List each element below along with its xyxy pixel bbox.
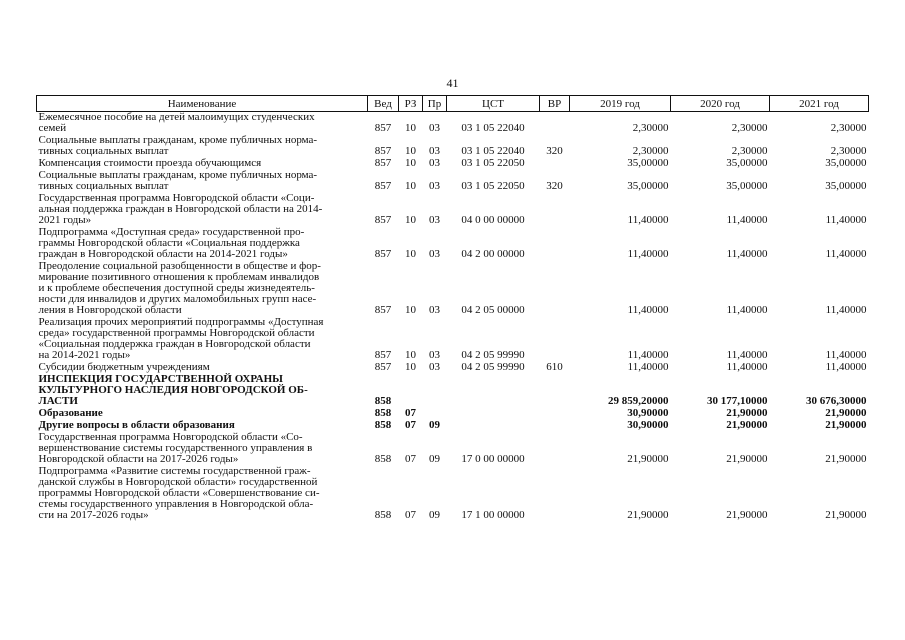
ved-cell: 857 (374, 180, 392, 192)
vr-cell (540, 374, 570, 408)
ved-cell: 858 (374, 395, 392, 407)
ved-cell: 857 (374, 214, 392, 226)
row-name-line: «Социальная поддержка граждан в Новгородской области (38, 338, 311, 350)
header-2019: 2019 год (570, 96, 671, 112)
ved-cell: 858 (374, 407, 392, 419)
cst-cell: 04 2 00 00000 (461, 248, 525, 260)
amount-2021-cell: 11,40000 (825, 304, 867, 316)
table-row (37, 317, 869, 362)
cst-cell: 17 0 00 00000 (461, 453, 525, 465)
rz-cell: 10 (405, 361, 416, 373)
amount-2020-cell: 2,30000 (731, 145, 768, 157)
vr-cell (540, 158, 570, 170)
ved-cell: 857 (374, 349, 392, 361)
row-name-line: тивных социальных выплат (38, 180, 169, 192)
row-name-line: Компенсация стоимости проезда обучающимся (38, 157, 262, 169)
amount-2021-cell: 35,00000 (825, 157, 867, 169)
row-name-line: КУЛЬТУРНОГО НАСЛЕДИЯ НОВГОРОДСКОЙ ОБ- (38, 384, 308, 396)
ved-cell: 858 (374, 453, 392, 465)
rz-cell: 07 (405, 407, 416, 419)
row-name-line: ЛАСТИ (38, 395, 78, 407)
amount-2019-cell: 11,40000 (627, 248, 669, 260)
header-pr: Пр (423, 96, 447, 112)
amount-2019-cell: 11,40000 (627, 349, 669, 361)
amount-2021-cell: 2,30000 (830, 145, 867, 157)
pr-cell (423, 374, 447, 408)
amount-2019-cell: 29 859,20000 (608, 395, 669, 407)
row-name-line: стемы государственного управления в Новгородской обла- (38, 498, 314, 510)
row-name-line: ности для инвалидов и других маломобильных групп насе- (38, 293, 317, 305)
row-name-line: вершенствование системы государственного управления в (38, 442, 313, 454)
row-name-line: Новгородской области на 2017-2026 годы» (38, 453, 239, 465)
amount-2020-cell: 11,40000 (726, 248, 768, 260)
cst-cell (447, 420, 540, 432)
amount-2019-cell: 2,30000 (632, 145, 669, 157)
row-name-line: Подпрограмма «Доступная среда» государственной про- (38, 226, 305, 238)
row-name-line: данской службы в Новгородской области» государственной (38, 476, 318, 488)
amount-2019-cell: 35,00000 (627, 180, 669, 192)
row-name-line: сти на 2017-2026 годы» (38, 509, 149, 521)
amount-2021-cell: 11,40000 (825, 349, 867, 361)
table-row (37, 135, 869, 158)
vr-cell (540, 408, 570, 420)
header-2021: 2021 год (770, 96, 869, 112)
amount-2020-cell: 21,90000 (726, 407, 768, 419)
row-name-line: мирование позитивного отношения к проблемам инвалидов (38, 271, 320, 283)
budget-table (36, 95, 869, 522)
amount-2019-cell: 2,30000 (632, 122, 669, 134)
rz-cell (399, 374, 423, 408)
amount-2020-cell: 35,00000 (726, 157, 768, 169)
row-name-cell (37, 193, 368, 227)
amount-2021-cell: 21,90000 (825, 419, 867, 431)
amount-2019-cell: 11,40000 (627, 361, 669, 373)
amount-2020-cell: 11,40000 (726, 349, 768, 361)
cst-cell: 04 2 05 99990 (461, 361, 525, 373)
pr-cell: 03 (429, 157, 440, 169)
row-name-line: тивных социальных выплат (38, 145, 169, 157)
row-name-line: Государственная программа Новгородской области «Со- (38, 431, 303, 443)
cst-cell: 03 1 05 22040 (461, 122, 525, 134)
amount-2021-cell: 35,00000 (825, 180, 867, 192)
row-name-line: на 2014-2021 годы» (38, 349, 131, 361)
ved-cell: 858 (374, 419, 392, 431)
vr-cell: 610 (546, 361, 563, 373)
vr-cell (540, 317, 570, 362)
rz-cell: 10 (405, 122, 416, 134)
table-body (37, 112, 869, 523)
header-rz: РЗ (399, 96, 423, 112)
cst-cell: 04 0 00 00000 (461, 214, 525, 226)
table-row (37, 170, 869, 193)
row-name-line: Преодоление социальной разобщенности в обществе и фор- (38, 260, 321, 272)
amount-2019-cell: 30,90000 (627, 419, 669, 431)
header-cst: ЦСТ (447, 96, 540, 112)
table-row (37, 193, 869, 227)
row-name-cell (37, 374, 368, 408)
rz-cell: 07 (405, 509, 416, 521)
pr-cell: 03 (429, 361, 440, 373)
amount-2019-cell: 11,40000 (627, 214, 669, 226)
cst-cell: 04 2 05 00000 (461, 304, 525, 316)
rz-cell: 10 (405, 180, 416, 192)
header-vr: ВР (540, 96, 570, 112)
table-row (37, 432, 869, 466)
row-name-line: Образование (38, 407, 103, 419)
rz-cell: 10 (405, 145, 416, 157)
vr-cell (540, 420, 570, 432)
pr-cell: 09 (429, 509, 440, 521)
row-name-cell (37, 112, 368, 136)
table-row (37, 374, 869, 408)
row-name-cell (37, 317, 368, 362)
pr-cell: 03 (429, 145, 440, 157)
ved-cell: 857 (374, 248, 392, 260)
pr-cell: 03 (429, 122, 440, 134)
cst-cell: 03 1 05 22050 (461, 157, 525, 169)
amount-2021-cell: 11,40000 (825, 361, 867, 373)
row-name-cell (37, 227, 368, 261)
cst-cell: 03 1 05 22050 (461, 180, 525, 192)
rz-cell: 10 (405, 214, 416, 226)
pr-cell: 03 (429, 214, 440, 226)
row-name-line: Реализация прочих мероприятий подпрограммы «Доступная (38, 316, 324, 328)
vr-cell: 320 (546, 180, 563, 192)
rz-cell: 10 (405, 248, 416, 260)
pr-cell: 03 (429, 248, 440, 260)
amount-2020-cell: 21,90000 (726, 453, 768, 465)
row-name-line: Подпрограмма «Развитие системы государственной граж- (38, 465, 311, 477)
vr-cell (540, 466, 570, 522)
ved-cell: 858 (374, 509, 392, 521)
row-name-cell (37, 135, 368, 158)
vr-cell (540, 261, 570, 317)
rz-cell: 07 (405, 419, 416, 431)
ved-cell: 857 (374, 145, 392, 157)
vr-cell (540, 193, 570, 227)
row-name-cell (37, 432, 368, 466)
row-name-line: ИНСПЕКЦИЯ ГОСУДАРСТВЕННОЙ ОХРАНЫ (38, 373, 283, 385)
cst-cell (447, 374, 540, 408)
ved-cell: 857 (374, 157, 392, 169)
table-row (37, 261, 869, 317)
amount-2019-cell: 21,90000 (627, 453, 669, 465)
rz-cell: 10 (405, 157, 416, 169)
ved-cell: 857 (374, 122, 392, 134)
amount-2021-cell: 21,90000 (825, 509, 867, 521)
row-name-line: граждан в Новгородской области на 2014-2021 годы» (38, 248, 288, 260)
pr-cell: 03 (429, 304, 440, 316)
vr-cell (540, 227, 570, 261)
amount-2021-cell: 11,40000 (825, 214, 867, 226)
rz-cell: 10 (405, 349, 416, 361)
amount-2021-cell: 21,90000 (825, 453, 867, 465)
amount-2020-cell: 11,40000 (726, 304, 768, 316)
row-name-line: Другие вопросы в области образования (38, 419, 235, 431)
header-ved: Вед (368, 96, 399, 112)
row-name-line: Социальные выплаты гражданам, кроме публичных норма- (38, 169, 318, 181)
row-name-cell (37, 170, 368, 193)
table-header (37, 96, 869, 112)
row-name-line: семей (38, 122, 67, 134)
rz-cell: 10 (405, 304, 416, 316)
table-row (37, 112, 869, 136)
amount-2021-cell: 11,40000 (825, 248, 867, 260)
amount-2020-cell: 21,90000 (726, 419, 768, 431)
amount-2020-cell: 35,00000 (726, 180, 768, 192)
pr-cell: 09 (429, 419, 440, 431)
amount-2019-cell: 21,90000 (627, 509, 669, 521)
amount-2019-cell: 35,00000 (627, 157, 669, 169)
rz-cell: 07 (405, 453, 416, 465)
vr-cell (540, 112, 570, 136)
ved-cell: 857 (374, 361, 392, 373)
cst-cell: 17 1 00 00000 (461, 509, 525, 521)
row-name-line: альная поддержка граждан в Новгородской области на 2014- (38, 203, 323, 215)
amount-2020-cell: 11,40000 (726, 214, 768, 226)
row-name-cell (37, 466, 368, 522)
vr-cell (540, 432, 570, 466)
amount-2020-cell: 30 177,10000 (707, 395, 768, 407)
page-number: 41 (446, 76, 459, 90)
ved-cell: 857 (374, 304, 392, 316)
row-name-line: Ежемесячное пособие на детей малоимущих студенческих (38, 111, 315, 123)
amount-2020-cell: 21,90000 (726, 509, 768, 521)
pr-cell: 09 (429, 453, 440, 465)
amount-2020-cell: 11,40000 (726, 361, 768, 373)
amount-2019-cell: 30,90000 (627, 407, 669, 419)
table-row (37, 227, 869, 261)
amount-2019-cell: 11,40000 (627, 304, 669, 316)
amount-2021-cell: 2,30000 (830, 122, 867, 134)
row-name-line: граммы Новгородской области «Социальная поддержка (38, 237, 300, 249)
row-name-line: ления в Новгородской области (38, 304, 182, 316)
row-name-line: программы Новгородской области «Совершенствование си- (38, 487, 320, 499)
row-name-line: Государственная программа Новгородской области «Соци- (38, 192, 315, 204)
row-name-line: Социальные выплаты гражданам, кроме публичных норма- (38, 134, 318, 146)
row-name-line: Субсидии бюджетным учреждениям (38, 361, 210, 373)
row-name-line: 2021 годы» (38, 214, 92, 226)
cst-cell (447, 408, 540, 420)
row-name-cell (37, 261, 368, 317)
cst-cell: 03 1 05 22040 (461, 145, 525, 157)
table-row (37, 466, 869, 522)
pr-cell: 03 (429, 180, 440, 192)
row-name-line: и к проблеме обеспечения доступной среды жизнедеятель- (38, 282, 315, 294)
vr-cell: 320 (546, 145, 563, 157)
amount-2020-cell: 2,30000 (731, 122, 768, 134)
amount-2021-cell: 30 676,30000 (806, 395, 867, 407)
cst-cell: 04 2 05 99990 (461, 349, 525, 361)
header-2020: 2020 год (671, 96, 770, 112)
header-name: Наименование (37, 96, 368, 112)
amount-2021-cell: 21,90000 (825, 407, 867, 419)
pr-cell: 03 (429, 349, 440, 361)
row-name-line: среда» государственной программы Новгородской области (38, 327, 315, 339)
